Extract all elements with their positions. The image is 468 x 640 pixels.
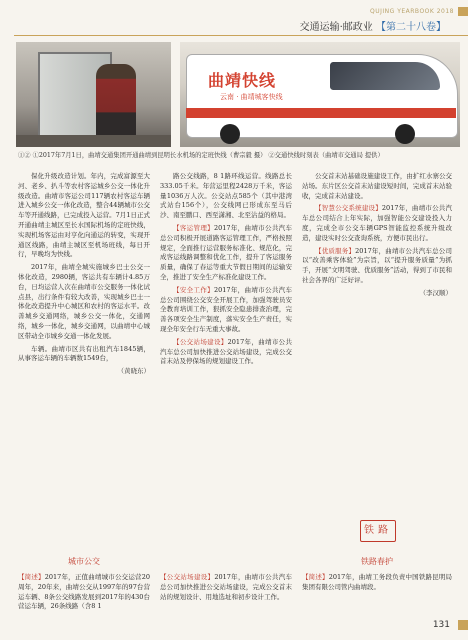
bus-stripe <box>186 108 456 118</box>
attribution: （李汉顺） <box>419 288 452 297</box>
ground <box>16 135 171 147</box>
paragraph-text: 2017年，正值曲靖城市公交运营20周年，20年来，曲靖公交从1997年的97台营运车辆、8条公交线路发展到2017年的430台营运车辆，26条线路（含8 1 <box>18 573 150 611</box>
section-volume: 【第二十八卷】 <box>376 22 446 33</box>
paragraph <box>160 338 292 367</box>
section-tag: 【安全工作】 <box>173 285 214 294</box>
header-accent-bar <box>458 7 468 16</box>
paragraph-text: 2017年，曲靖市公共汽车总公司积极开展道路客运管理工作，严格按照规定，全面推行运营服务标准化、规范化，完成客运线路调整和优化工作，提升了客运服务质量，确保了春运等重大节假日期间的运输安全，推进了安全生产标准化建设工作。 <box>160 223 292 281</box>
paragraph-text: 2017年，曲靖工务段负责中国铁路昆明局集团有限公司管内曲靖段。 <box>302 573 453 591</box>
paragraph: 2017年，曲靖全城实施城乡巴士公交一体化改造，2980辆，客运共有车辆计4.85万台，日均运营人次在曲靖市公交服务一体化试点县，出行条件有较大改善，实现城乡巴士一体化改造提升中心城区和农村的客运水平。改善城乡交通网络，城乡公交一体化，交通网络，城乡一体化，城乡交通网，以曲靖中心城区带动全市城乡交通一体化发展。 <box>18 263 150 340</box>
bottom-paragraph <box>18 573 150 612</box>
paragraph <box>302 247 452 286</box>
paragraph-text: 2017年，曲靖市公共汽车总公司以“改善乘客体验”为宗旨，以“提升服务质量”为抓手，开展“文明驾驶、优质服务”活动，得到了市民和社会各界的广泛好评。 <box>302 246 453 284</box>
paragraph-text: 2017年，曲靖市公共汽车总公司围绕公交安全开展工作，加强驾驶员安全教育培训工作，狠抓安全隐患排查治理，完善各项安全生产制度，落实安全生产责任，实现全年安全行车无重大事故。 <box>160 285 292 333</box>
bus-windshield <box>330 62 440 90</box>
bus-wheel <box>395 124 415 144</box>
section-title <box>300 18 446 33</box>
photo-caption: ①② ①2017年7月1日，曲靖交通集团开通曲靖到昆明长水机场的定班快线（曹宗毅 摄） ②交通快线时刻表（曲靖市交通局 提供） <box>18 152 384 159</box>
page-header <box>0 0 468 42</box>
section-tag: 【智慧公交系统建设】 <box>315 204 382 213</box>
page-number: 131 <box>432 620 450 630</box>
section-tag: 【简述】 <box>18 573 45 581</box>
section-tag: 【优质服务】 <box>315 246 356 255</box>
column-1 <box>18 172 150 377</box>
footer-accent-bar <box>458 620 468 630</box>
bottom-paragraph <box>302 573 452 593</box>
paragraph-text: 2017年，曲靖市公共汽车总公司加快推进公交站场建设，完成公交首末站及停保场的规划建设工作。 <box>160 337 293 366</box>
paragraph: 公交首末站基础设施建设工作，由扩红水寨公交站场。东片区公交首末站建设短时间，完成首末站验收，完成首末站建设。 <box>302 172 452 200</box>
subhead-railway: 铁路春护 <box>361 557 393 566</box>
yearbook-label: QUJING YEARBOOK 2018 <box>370 8 454 15</box>
paragraph <box>160 224 292 283</box>
photo-express-bus <box>180 42 460 147</box>
attribution: （黄晓东） <box>117 367 150 376</box>
paragraph <box>302 204 452 243</box>
section-main-title: 交通运输·邮政业 <box>299 22 373 33</box>
bottom-paragraph <box>160 573 292 602</box>
paragraph: 路公交线路，8 1路环线运营。线路总长333.05千米。年营运里程2428万千米，客运量1036万人次。公交站点585个（其中港湾式站台156个），公交线网已形成东至马后沙、南至鹏口、西至潇湘、北至沾益的格局。 <box>160 172 292 220</box>
header-rule <box>14 35 468 36</box>
railway-section-mark: 铁路 <box>360 520 396 542</box>
bus-side-text: 云南 · 曲靖城客快线 <box>220 93 283 101</box>
section-tag: 【简述】 <box>302 573 329 581</box>
bus-wheel <box>220 124 240 144</box>
bus-logo: 曲靖快线 <box>208 71 277 90</box>
passenger-figure <box>96 64 136 144</box>
section-tag: 【客运管理】 <box>173 223 214 232</box>
section-tag: 【公交站场建设】 <box>173 337 228 346</box>
paragraph <box>160 286 292 335</box>
paragraph-text: 2017年，曲靖市公共汽车总公司结合上年实际，加强智能公交建设投入力度，完成全市公交车辆GPS智能监控系统升级改造，建设实时公交查询系统，方便市民出行。 <box>302 204 452 242</box>
column-2 <box>160 172 292 370</box>
photo-bus-boarding <box>16 42 171 147</box>
paragraph-text: 2017年，曲靖市公共汽车总公司加快推进公交站场建设，完成公交首末站的规划设计、用地选址和初步设计工作。 <box>160 573 293 601</box>
paragraph: 车辆。曲靖市区共有出租汽车1845辆，从事客运车辆的车辆数1549台， <box>18 344 150 363</box>
paragraph: 保化升级改造计划。年内，完成富源至大河、老乡、扒斗等农村客运城乡公交一体化升级改造。曲靖市客运公司117辆农村客运车辆进入城乡公交一体化改造，整合44辆城市公交车等开通线路，已完成投入运营。7月1日正式开通曲靖主城区至长水国际机场的定班快线，实现机场客运由对亨化向通运的转变，实现开通区线路，曲靖主城区至机场班线，每日开行，早晚均为快线。 <box>18 172 150 259</box>
column-3 <box>302 172 452 299</box>
subhead-city-bus: 城市公交 <box>68 557 100 566</box>
section-tag: 【公交站场建设】 <box>160 573 215 581</box>
